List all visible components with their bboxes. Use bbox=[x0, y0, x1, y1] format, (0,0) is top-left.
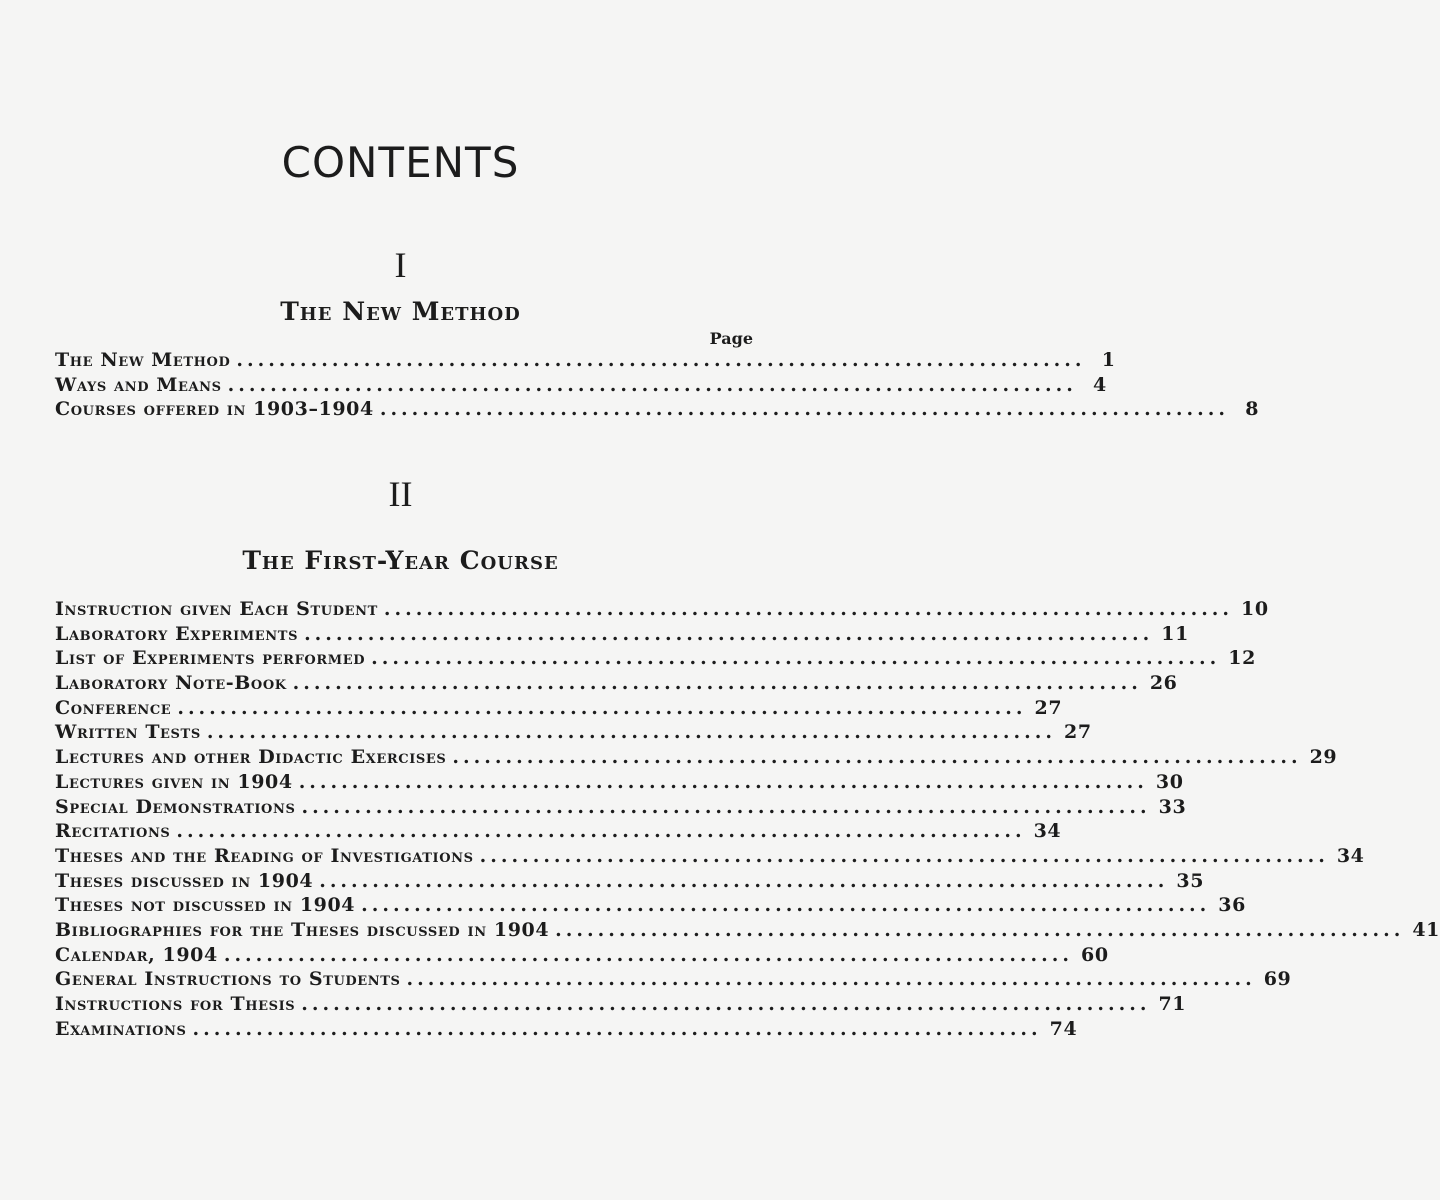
toc-entry bbox=[55, 770, 1184, 796]
toc-entry bbox=[55, 373, 1107, 399]
toc-entry-page: 12 bbox=[1228, 647, 1256, 670]
toc-entry-page: 34 bbox=[1033, 820, 1062, 843]
toc-entry-page: 27 bbox=[1064, 721, 1092, 744]
toc-leader-dots: ................................................................................ bbox=[301, 795, 1151, 818]
toc-entry bbox=[55, 918, 1440, 944]
toc-entry-title: Ways and Means bbox=[55, 373, 222, 396]
part-1-entry-list bbox=[55, 349, 1260, 423]
toc-entry-title: List of Experiments performed bbox=[55, 647, 366, 670]
toc-leader-dots: ................................................................................ bbox=[298, 770, 1148, 793]
toc-entry-page: 74 bbox=[1049, 1017, 1078, 1040]
toc-entry-title: Laboratory Experiments bbox=[55, 622, 299, 645]
toc-entry bbox=[55, 844, 1365, 870]
toc-entry-title: Special Demonstrations bbox=[55, 795, 296, 818]
toc-leader-dots: ................................................................................ bbox=[292, 672, 1142, 695]
toc-entry-page: 27 bbox=[1034, 696, 1063, 719]
toc-entry bbox=[55, 696, 1063, 722]
toc-leader-dots: ................................................................................ bbox=[304, 622, 1154, 645]
toc-leader-dots: ................................................................................ bbox=[479, 844, 1329, 867]
toc-entry bbox=[55, 349, 1116, 374]
toc-entry bbox=[55, 943, 1109, 969]
toc-leader-dots: ................................................................................ bbox=[361, 894, 1211, 917]
toc-entry-title: Examinations bbox=[55, 1017, 187, 1040]
page-column-label: Page bbox=[709, 329, 753, 348]
toc-leader-dots: ................................................................................ bbox=[406, 968, 1256, 991]
toc-entry-page: 8 bbox=[1245, 398, 1260, 421]
toc-entry-page: 41 bbox=[1412, 918, 1440, 941]
toc-entry bbox=[55, 795, 1187, 821]
toc-entry-title: Theses and the Reading of Investigations bbox=[55, 844, 474, 867]
toc-entry-page: 60 bbox=[1081, 943, 1109, 966]
toc-entry-page: 30 bbox=[1155, 770, 1184, 793]
toc-entry-title: Bibliographies for the Theses discussed in 1904 bbox=[55, 918, 550, 941]
toc-leader-dots: ................................................................................ bbox=[177, 696, 1027, 719]
toc-entry-title: Written Tests bbox=[55, 721, 201, 744]
toc-leader-dots: ................................................................................ bbox=[223, 943, 1074, 966]
page-title: CONTENTS bbox=[281, 138, 520, 187]
toc-entry-title: Laboratory Note-Book bbox=[55, 672, 287, 695]
toc-entry-page: 1 bbox=[1101, 349, 1116, 371]
toc-entry bbox=[55, 894, 1246, 919]
toc-leader-dots: ................................................................................ bbox=[227, 373, 1077, 396]
toc-leader-dots: ................................................................................ bbox=[379, 398, 1230, 421]
toc-entry-title: Lectures given in 1904 bbox=[55, 770, 293, 793]
toc-leader-dots: ................................................................................ bbox=[192, 1017, 1042, 1040]
toc-entry bbox=[55, 1017, 1078, 1043]
toc-entry-page: 33 bbox=[1158, 795, 1187, 818]
toc-entry-page: 34 bbox=[1336, 844, 1365, 867]
toc-entry-page: 26 bbox=[1149, 672, 1178, 695]
toc-entry-page: 4 bbox=[1092, 373, 1107, 396]
toc-leader-dots: ................................................................................ bbox=[555, 918, 1405, 941]
toc-entry-title: Instructions for Thesis bbox=[55, 993, 296, 1015]
part-2-entry-list bbox=[55, 598, 1440, 1042]
toc-entry-page: 29 bbox=[1309, 746, 1338, 769]
toc-entry bbox=[55, 622, 1189, 648]
toc-entry-page: 69 bbox=[1263, 968, 1292, 991]
part-2-title: The First-Year Course bbox=[242, 546, 559, 575]
part-2-numeral: II bbox=[388, 474, 413, 514]
toc-entry-title: Courses offered in 1903–1904 bbox=[55, 398, 374, 421]
toc-entry-title: Theses not discussed in 1904 bbox=[55, 894, 356, 917]
toc-entry-title: The New Method bbox=[55, 349, 231, 371]
toc-leader-dots: ................................................................................ bbox=[371, 647, 1221, 670]
toc-entry-title: Recitations bbox=[55, 820, 171, 843]
toc-entry bbox=[55, 721, 1092, 746]
toc-leader-dots: ................................................................................ bbox=[301, 993, 1151, 1015]
toc-entry bbox=[55, 672, 1178, 697]
toc-entry-title: Theses discussed in 1904 bbox=[55, 869, 314, 892]
toc-entry bbox=[55, 993, 1187, 1018]
toc-entry bbox=[55, 398, 1260, 423]
toc-entry bbox=[55, 869, 1205, 895]
toc-leader-dots: ................................................................................ bbox=[236, 349, 1086, 371]
toc-entry bbox=[55, 647, 1256, 672]
toc-leader-dots: ................................................................................ bbox=[206, 721, 1056, 744]
toc-entry bbox=[55, 598, 1269, 623]
toc-entry-title: Conference bbox=[55, 696, 172, 719]
toc-leader-dots: ................................................................................ bbox=[452, 746, 1302, 769]
toc-entry-title: Instruction given Each Student bbox=[55, 598, 378, 620]
part-1-title: The New Method bbox=[280, 297, 521, 326]
toc-leader-dots: ................................................................................ bbox=[383, 598, 1234, 620]
toc-entry-page: 11 bbox=[1161, 622, 1189, 645]
toc-entry-page: 71 bbox=[1158, 993, 1187, 1015]
toc-entry bbox=[55, 968, 1292, 993]
part-1-numeral: I bbox=[394, 245, 407, 285]
toc-entry-title: Calendar, 1904 bbox=[55, 943, 218, 966]
toc-entry-title: Lectures and other Didactic Exercises bbox=[55, 746, 447, 769]
toc-leader-dots: ................................................................................ bbox=[176, 820, 1026, 843]
toc-entry bbox=[55, 746, 1338, 771]
toc-entry-page: 35 bbox=[1176, 869, 1205, 892]
toc-entry bbox=[55, 820, 1062, 845]
toc-entry-title: General Instructions to Students bbox=[55, 968, 401, 991]
toc-entry-page: 36 bbox=[1218, 894, 1246, 917]
toc-leader-dots: ................................................................................ bbox=[319, 869, 1169, 892]
toc-entry-page: 10 bbox=[1241, 598, 1269, 620]
